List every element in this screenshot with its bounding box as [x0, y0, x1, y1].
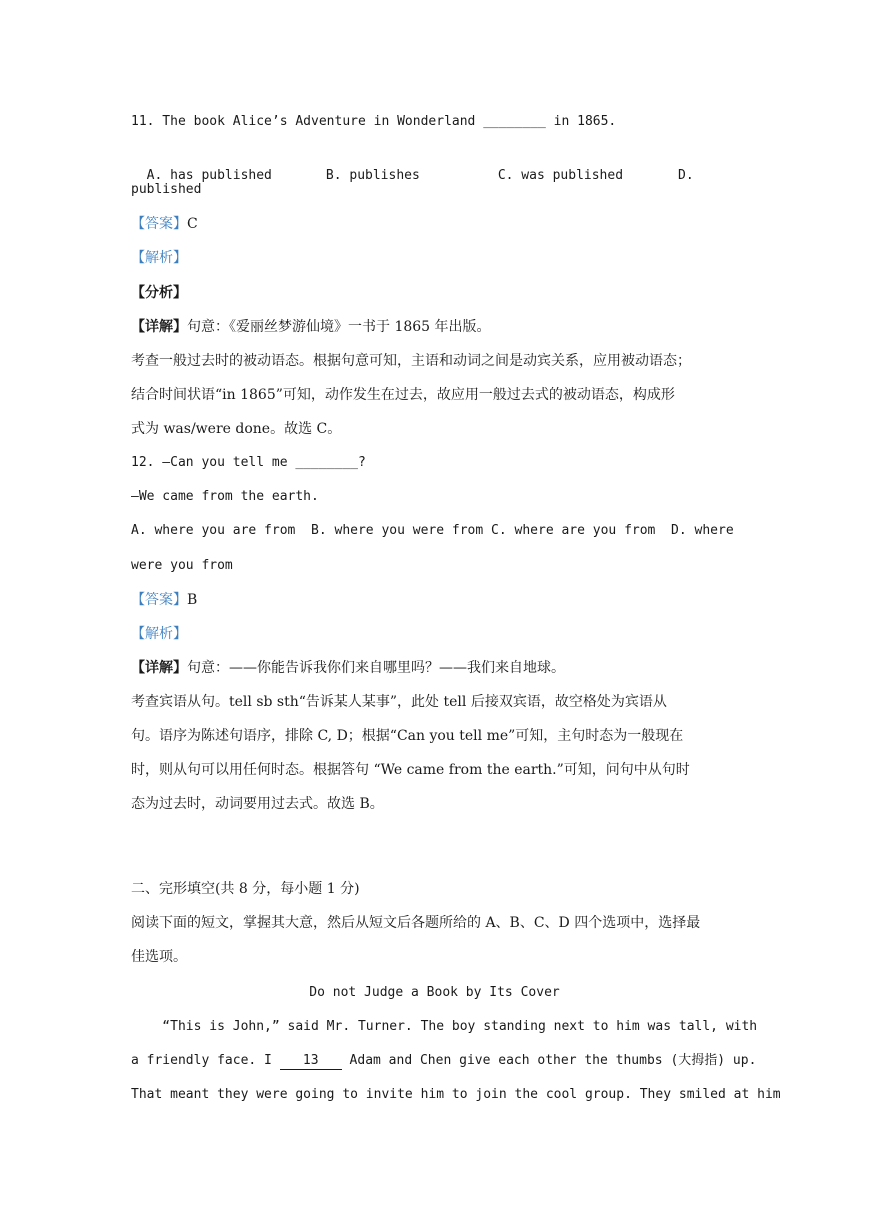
- q12-detail-tag: 【详解】: [131, 660, 187, 676]
- q11-option-d: D.: [678, 168, 694, 183]
- section2-instruction-1: 阅读下面的短文，掌握其大意，然后从短文后各题所给的 A、B、C、D 四个选项中，选择最: [131, 915, 701, 931]
- passage-line-2: [131, 1051, 756, 1071]
- q11-options: [131, 146, 694, 186]
- q12-explain-3: 时，则从句可以用任何时态。根据答句 “We came from the earth.”可知，问句中从句时: [131, 762, 690, 778]
- q11-explain-3: 式为 was/were done。故选 C。: [131, 421, 342, 437]
- q12-detail: [131, 658, 565, 678]
- q11-fenxi-tag: 【分析】: [131, 285, 187, 301]
- q11-option-a: A. has published: [146, 168, 272, 183]
- q11-explain-2: 结合时间状语“in 1865”可知，动作发生在过去，故应用一般过去式的被动语态，构成形: [131, 387, 675, 403]
- q12-analysis-tag: 【解析】: [131, 626, 187, 642]
- q11-option-d-cont: published: [131, 182, 202, 197]
- q11-option-c: C. was published: [497, 168, 624, 183]
- passage-title: Do not Judge a Book by Its Cover: [309, 985, 560, 1000]
- passage-line-1: “This is John,” said Mr. Turner. The boy standing next to him was tall, with: [131, 1019, 758, 1034]
- q12-options-cont: were you from: [131, 558, 233, 573]
- passage-line-3: That meant they were going to invite him to join the cool group. They smiled at him: [131, 1087, 781, 1102]
- q12-explain-2: 句。语序为陈述句语序，排除 C, D；根据“Can you tell me”可知，主句时态为一般现在: [131, 728, 684, 744]
- q11-answer-tag: 【答案】: [131, 216, 187, 232]
- q11-option-b: B. publishes: [325, 168, 420, 183]
- q12-answer-tag: 【答案】: [131, 592, 187, 608]
- passage-line-2-pre: a friendly face. I: [131, 1053, 280, 1068]
- q11-explain-1: 考查一般过去时的被动语态。根据句意可知，主语和动词之间是动宾关系，应用被动语态；: [131, 353, 691, 369]
- passage-line-2-post: Adam and Chen give each other the thumbs (大拇指) up.: [341, 1053, 757, 1068]
- q12-explain-1: 考查宾语从句。tell sb sth“告诉某人某事”，此处 tell 后接双宾语，故空格处为宾语从: [131, 694, 667, 710]
- q12-answer: [131, 590, 197, 610]
- q11-detail-tag: 【详解】: [131, 319, 187, 335]
- q12-options: A. where you are from B. where you were from C. where are you from D. where: [131, 523, 734, 538]
- q11-detail-text: 句意：《爱丽丝梦游仙境》一书于 1865 年出版。: [187, 319, 491, 335]
- q11-stem: 11. The book Alice’s Adventure in Wonderland ________ in 1865.: [131, 114, 617, 129]
- q12-reply: —We came from the earth.: [131, 489, 319, 504]
- q12-answer-value: B: [187, 592, 198, 608]
- q12-detail-text: 句意：——你能告诉我你们来自哪里吗？——我们来自地球。: [187, 660, 565, 676]
- q11-detail: [131, 317, 491, 337]
- q12-stem: 12. —Can you tell me ________?: [131, 455, 366, 470]
- q11-answer: [131, 214, 198, 234]
- section2-instruction-2: 佳选项。: [131, 949, 187, 965]
- q11-answer-value: C: [187, 216, 198, 232]
- section2-heading: 二、完形填空(共 8 分，每小题 1 分): [131, 881, 360, 897]
- q12-explain-4: 态为过去时，动词要用过去式。故选 B。: [131, 796, 384, 812]
- blank-13: 13: [280, 1053, 342, 1070]
- q11-analysis-tag: 【解析】: [131, 250, 187, 266]
